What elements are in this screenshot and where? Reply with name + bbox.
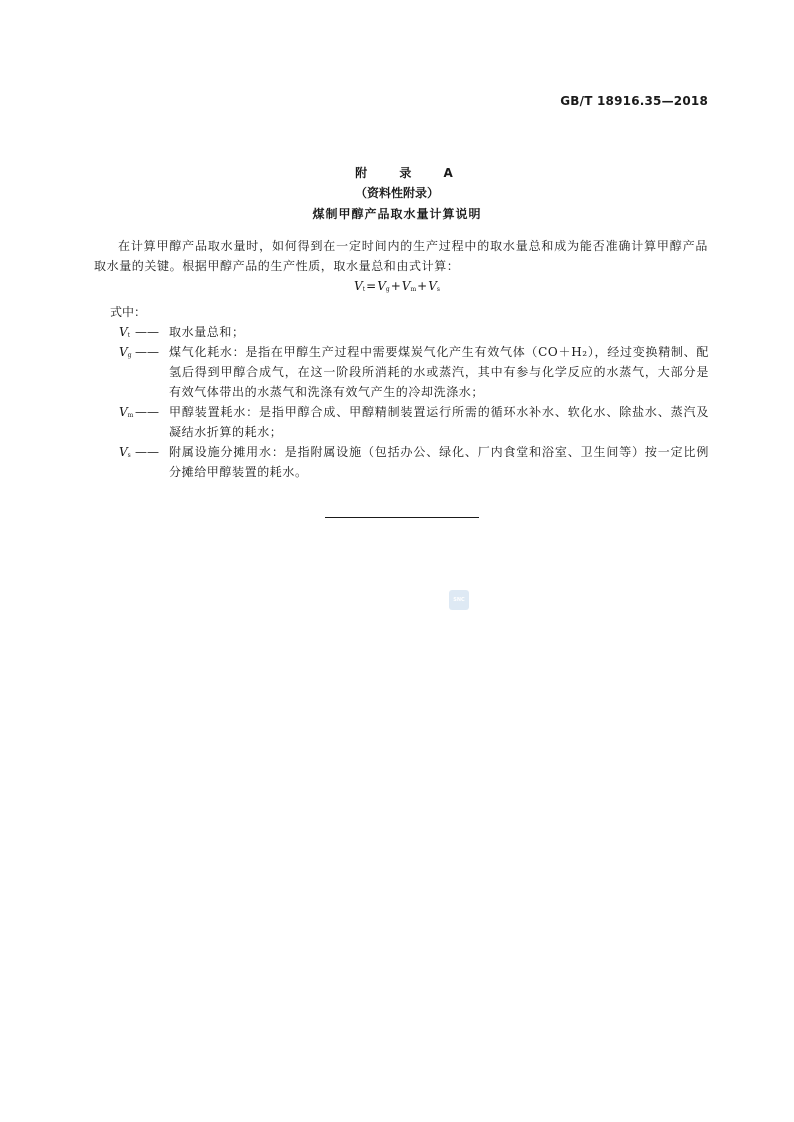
formula-term-1: V [377, 279, 386, 293]
definition-text: 取水量总和； [169, 325, 245, 339]
definition-dash: —— [135, 345, 159, 359]
formula-term-3-sub: s [436, 286, 440, 293]
definition-symbol: $V_s$ [119, 445, 131, 459]
where-label: 式中： [110, 305, 147, 319]
formula [0, 279, 794, 293]
formula-term-3: V [428, 279, 437, 293]
definition-item [119, 402, 709, 442]
definition-item [119, 322, 709, 342]
formula-term-1-sub: g [385, 286, 390, 293]
definition-dash: —— [135, 325, 159, 339]
definition-text: 煤气化耗水：是指在甲醇生产过程中需要煤炭气化产生有效气体（CO＋H₂），经过变换精制、配氢后得到甲醇合成气，在这一阶段所消耗的水或蒸汽，其中有参与化学反应的水蒸气，大部分是有效气体带出的水蒸气和洗涤有效气产生的冷却洗涤水； [169, 345, 709, 399]
appendix-title: 附 录 A [355, 166, 467, 180]
definition-text: 附属设施分摊用水：是指附属设施（包括办公、绿化、厂内食堂和浴室、卫生间等）按一定比例分摊给甲醇装置的耗水。 [169, 445, 709, 479]
formula-plus-1: + [390, 279, 401, 293]
appendix-subject: 煤制甲醇产品取水量计算说明 [312, 207, 482, 221]
definition-symbol: $V_t$ [119, 325, 131, 339]
definition-symbol: $V_g$ [119, 345, 132, 359]
definition-symbol: $V_m$ [119, 405, 134, 419]
definition-item [119, 442, 709, 482]
formula-lhs-sub: t [362, 286, 366, 293]
definition-dash: —— [135, 445, 159, 459]
definition-item [119, 342, 709, 402]
document-code: GB/T 18916.35—2018 [560, 94, 708, 108]
definition-list [119, 322, 709, 482]
formula-term-2-sub: m [410, 286, 417, 293]
appendix-nature: （资料性附录） [354, 186, 439, 200]
end-rule [325, 517, 479, 518]
formula-equals: = [366, 279, 377, 293]
definition-dash: —— [135, 405, 159, 419]
intro-paragraph: 在计算甲醇产品取水量时，如何得到在一定时间内的生产过程中的取水量总和成为能否准确计算甲醇产品取水量的关键。根据甲醇产品的生产性质，取水量总和由式计算： [94, 239, 708, 273]
formula-plus-2: + [417, 279, 428, 293]
formula-lhs: V [354, 279, 363, 293]
watermark-logo: SNC [449, 590, 469, 610]
definition-text: 甲醇装置耗水：是指甲醇合成、甲醇精制装置运行所需的循环水补水、软化水、除盐水、蒸汽及凝结水折算的耗水； [169, 405, 709, 439]
formula-term-2: V [401, 279, 411, 293]
